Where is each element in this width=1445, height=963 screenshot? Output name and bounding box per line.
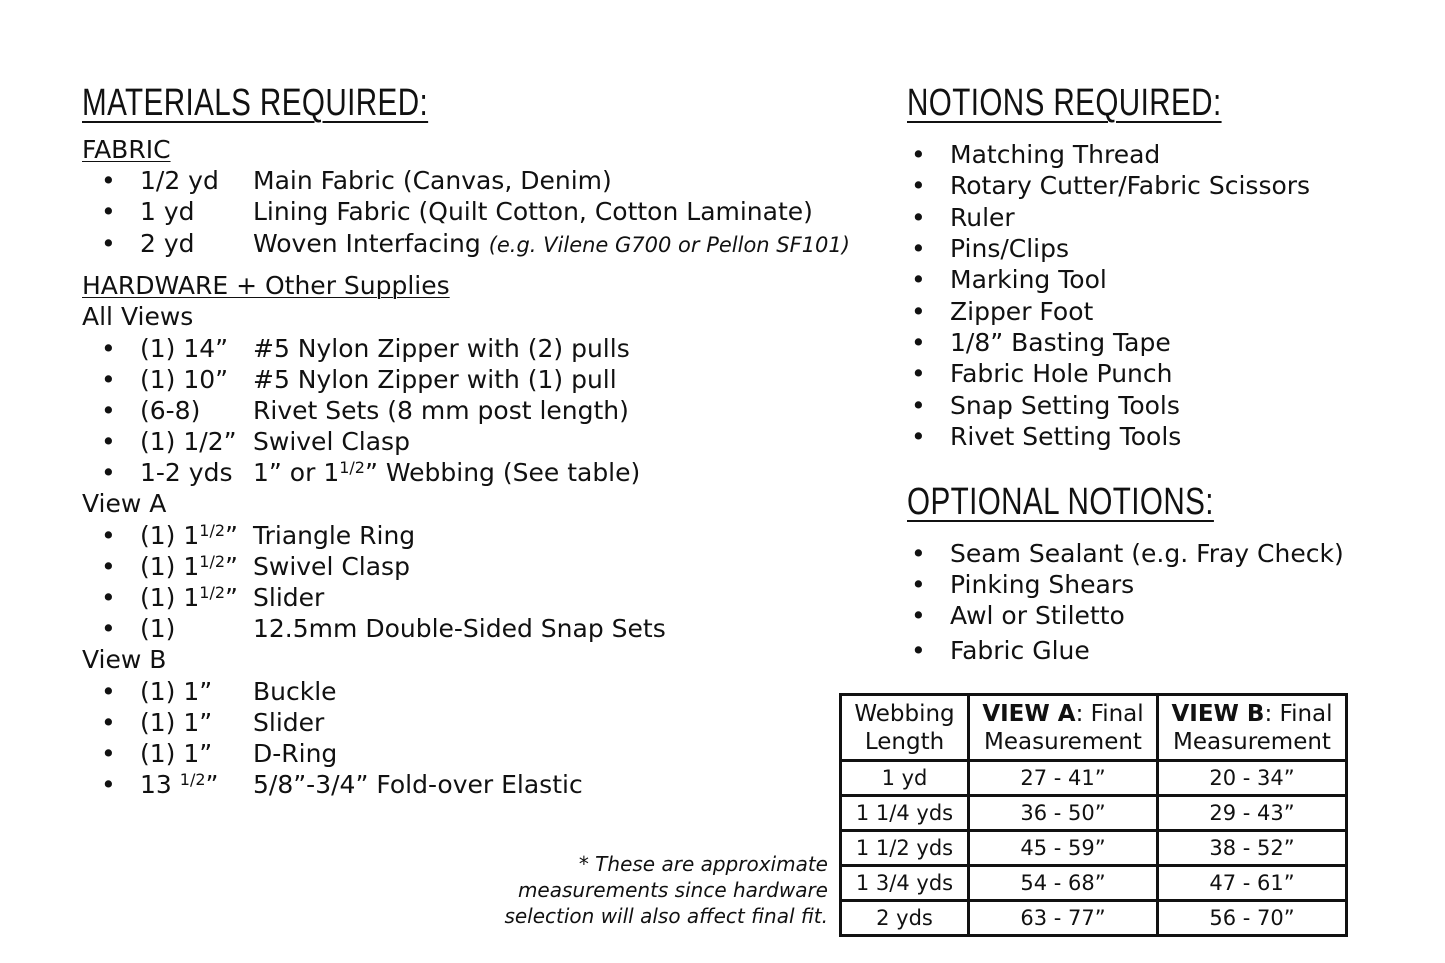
bullet-icon: • xyxy=(101,770,116,799)
cell-view-b: 29 - 43” xyxy=(1158,796,1347,831)
item-desc: Swivel Clasp xyxy=(253,552,410,581)
bullet-icon: • xyxy=(911,265,926,294)
qty-sup: 1/2 xyxy=(199,583,226,602)
optional-notion-label: Awl or Stiletto xyxy=(950,601,1125,630)
bullet-icon: • xyxy=(911,570,926,599)
notion-label: Pins/Clips xyxy=(950,234,1070,263)
bullet-icon: • xyxy=(911,359,926,388)
cell-view-b: 56 - 70” xyxy=(1158,901,1347,936)
qty-post: ” xyxy=(225,583,238,612)
qty-pre: (1) 1 xyxy=(140,583,200,612)
bullet-icon: • xyxy=(101,552,116,581)
item-desc: Slider xyxy=(253,583,325,612)
cell-view-a: 54 - 68” xyxy=(969,866,1158,901)
cell-length: 1 1/2 yds xyxy=(841,831,969,866)
view-a-label: View A xyxy=(82,489,167,518)
qty-sup: 1/2 xyxy=(199,521,226,540)
bullet-icon: • xyxy=(911,328,926,357)
table-row xyxy=(841,901,1347,936)
item-desc: 12.5mm Double-Sided Snap Sets xyxy=(253,614,666,643)
cell-view-b: 47 - 61” xyxy=(1158,866,1347,901)
table-row xyxy=(841,761,1347,796)
header-view-a-bold: VIEW A xyxy=(982,701,1076,727)
bullet-icon: • xyxy=(101,677,116,706)
webbing-table xyxy=(839,693,1348,937)
header-webbing-length: Webbing Length xyxy=(841,695,969,761)
item-desc: Lining Fabric (Quilt Cotton, Cotton Laminate) xyxy=(253,197,813,226)
item-desc: Swivel Clasp xyxy=(253,427,410,456)
cell-view-a: 45 - 59” xyxy=(969,831,1158,866)
notion-label: Ruler xyxy=(950,203,1015,232)
bullet-icon: • xyxy=(101,197,116,226)
item-note: (e.g. Vilene G700 or Pellon SF101) xyxy=(488,233,850,257)
item-qty xyxy=(140,582,238,613)
item-qty: (6-8) xyxy=(140,396,201,425)
bullet-icon: • xyxy=(911,171,926,200)
bullet-icon: • xyxy=(911,140,926,169)
cell-length: 1 1/4 yds xyxy=(841,796,969,831)
table-row xyxy=(841,796,1347,831)
bullet-icon: • xyxy=(911,422,926,451)
item-qty: (1) 1” xyxy=(140,739,213,768)
bullet-icon: • xyxy=(101,739,116,768)
cell-view-a: 63 - 77” xyxy=(969,901,1158,936)
qty-pre: 13 xyxy=(140,770,180,799)
qty-post: ” xyxy=(205,770,219,799)
bullet-icon: • xyxy=(101,614,116,643)
item-desc: Buckle xyxy=(253,677,337,706)
all-views-label: All Views xyxy=(82,302,194,331)
bullet-icon: • xyxy=(101,396,116,425)
header-view-b xyxy=(1158,695,1347,761)
item-qty: (1) 1” xyxy=(140,708,213,737)
cell-view-a: 36 - 50” xyxy=(969,796,1158,831)
notion-label: Matching Thread xyxy=(950,140,1161,169)
item-qty: (1) 10” xyxy=(140,365,229,394)
qty-post: ” xyxy=(225,521,238,550)
desc-post: ” Webbing (See table) xyxy=(364,458,641,487)
optional-notion-label: Fabric Glue xyxy=(950,636,1090,665)
view-b-label: View B xyxy=(82,645,167,674)
notion-label: 1/8” Basting Tape xyxy=(950,328,1171,357)
item-qty xyxy=(140,551,238,582)
bullet-icon: • xyxy=(911,234,926,263)
item-desc xyxy=(253,457,640,488)
bullet-icon: • xyxy=(101,458,116,487)
bullet-icon: • xyxy=(911,203,926,232)
cell-length: 1 yd xyxy=(841,761,969,796)
item-qty: (1) 1/2” xyxy=(140,427,237,456)
qty-pre: (1) 1 xyxy=(140,552,200,581)
optional-notion-label: Pinking Shears xyxy=(950,570,1135,599)
bullet-icon: • xyxy=(101,229,116,258)
cell-view-b: 38 - 52” xyxy=(1158,831,1347,866)
notion-label: Rotary Cutter/Fabric Scissors xyxy=(950,171,1311,200)
table-header-row xyxy=(841,695,1347,761)
qty-pre: (1) 1 xyxy=(140,521,200,550)
bullet-icon: • xyxy=(101,427,116,456)
cell-view-b: 20 - 34” xyxy=(1158,761,1347,796)
item-desc: Main Fabric (Canvas, Denim) xyxy=(253,166,612,195)
item-desc: D-Ring xyxy=(253,739,338,768)
footnote: * These are approximate measurements since hardware selection will also affect final fit. xyxy=(504,852,828,928)
table-row xyxy=(841,831,1347,866)
desc-pre: 1” or 1 xyxy=(253,458,340,487)
item-desc-text: Woven Interfacing xyxy=(253,229,481,258)
header-view-a-rest: : Final Measurement xyxy=(984,701,1144,755)
bullet-icon: • xyxy=(911,391,926,420)
item-qty: (1) xyxy=(140,614,176,643)
bullet-icon: • xyxy=(101,365,116,394)
item-desc: Rivet Sets (8 mm post length) xyxy=(253,396,629,425)
item-qty: 1-2 yds xyxy=(140,458,233,487)
bullet-icon: • xyxy=(101,334,116,363)
item-qty: 1/2 yd xyxy=(140,166,219,195)
optional-notions-heading: OPTIONAL NOTIONS: xyxy=(907,481,1214,523)
notions-heading: NOTIONS REQUIRED: xyxy=(907,82,1222,124)
bullet-icon: • xyxy=(911,636,926,665)
optional-notion-label: Seam Sealant (e.g. Fray Check) xyxy=(950,539,1344,568)
bullet-icon: • xyxy=(101,521,116,550)
fabric-label: FABRIC xyxy=(82,135,171,164)
item-desc: 5/8”-3/4” Fold-over Elastic xyxy=(253,770,583,799)
cell-view-a: 27 - 41” xyxy=(969,761,1158,796)
item-qty: (1) 1” xyxy=(140,677,213,706)
item-qty: (1) 14” xyxy=(140,334,229,363)
notion-label: Rivet Setting Tools xyxy=(950,422,1182,451)
qty-post: ” xyxy=(225,552,238,581)
bullet-icon: • xyxy=(911,601,926,630)
materials-heading: MATERIALS REQUIRED: xyxy=(82,82,429,124)
bullet-icon: • xyxy=(911,539,926,568)
item-desc: #5 Nylon Zipper with (2) pulls xyxy=(253,334,630,363)
bullet-icon: • xyxy=(101,166,116,195)
item-desc: Triangle Ring xyxy=(253,521,416,550)
cell-length: 1 3/4 yds xyxy=(841,866,969,901)
item-desc: Slider xyxy=(253,708,325,737)
qty-sup: 1/2 xyxy=(179,770,206,789)
notion-label: Snap Setting Tools xyxy=(950,391,1180,420)
cell-length: 2 yds xyxy=(841,901,969,936)
item-qty xyxy=(140,520,238,551)
notion-label: Fabric Hole Punch xyxy=(950,359,1173,388)
header-view-b-bold: VIEW B xyxy=(1171,701,1265,727)
item-qty xyxy=(140,769,218,800)
item-qty: 2 yd xyxy=(140,229,195,258)
table-row xyxy=(841,866,1347,901)
qty-sup: 1/2 xyxy=(199,552,226,571)
notion-label: Marking Tool xyxy=(950,265,1107,294)
bullet-icon: • xyxy=(101,583,116,612)
hardware-label: HARDWARE + Other Supplies xyxy=(82,271,450,300)
item-desc xyxy=(253,228,850,261)
item-desc: #5 Nylon Zipper with (1) pull xyxy=(253,365,617,394)
notion-label: Zipper Foot xyxy=(950,297,1094,326)
bullet-icon: • xyxy=(911,297,926,326)
item-qty: 1 yd xyxy=(140,197,195,226)
header-view-a xyxy=(969,695,1158,761)
header-view-b-rest: : Final Measurement xyxy=(1173,701,1333,755)
desc-sup: 1/2 xyxy=(339,458,365,477)
bullet-icon: • xyxy=(101,708,116,737)
